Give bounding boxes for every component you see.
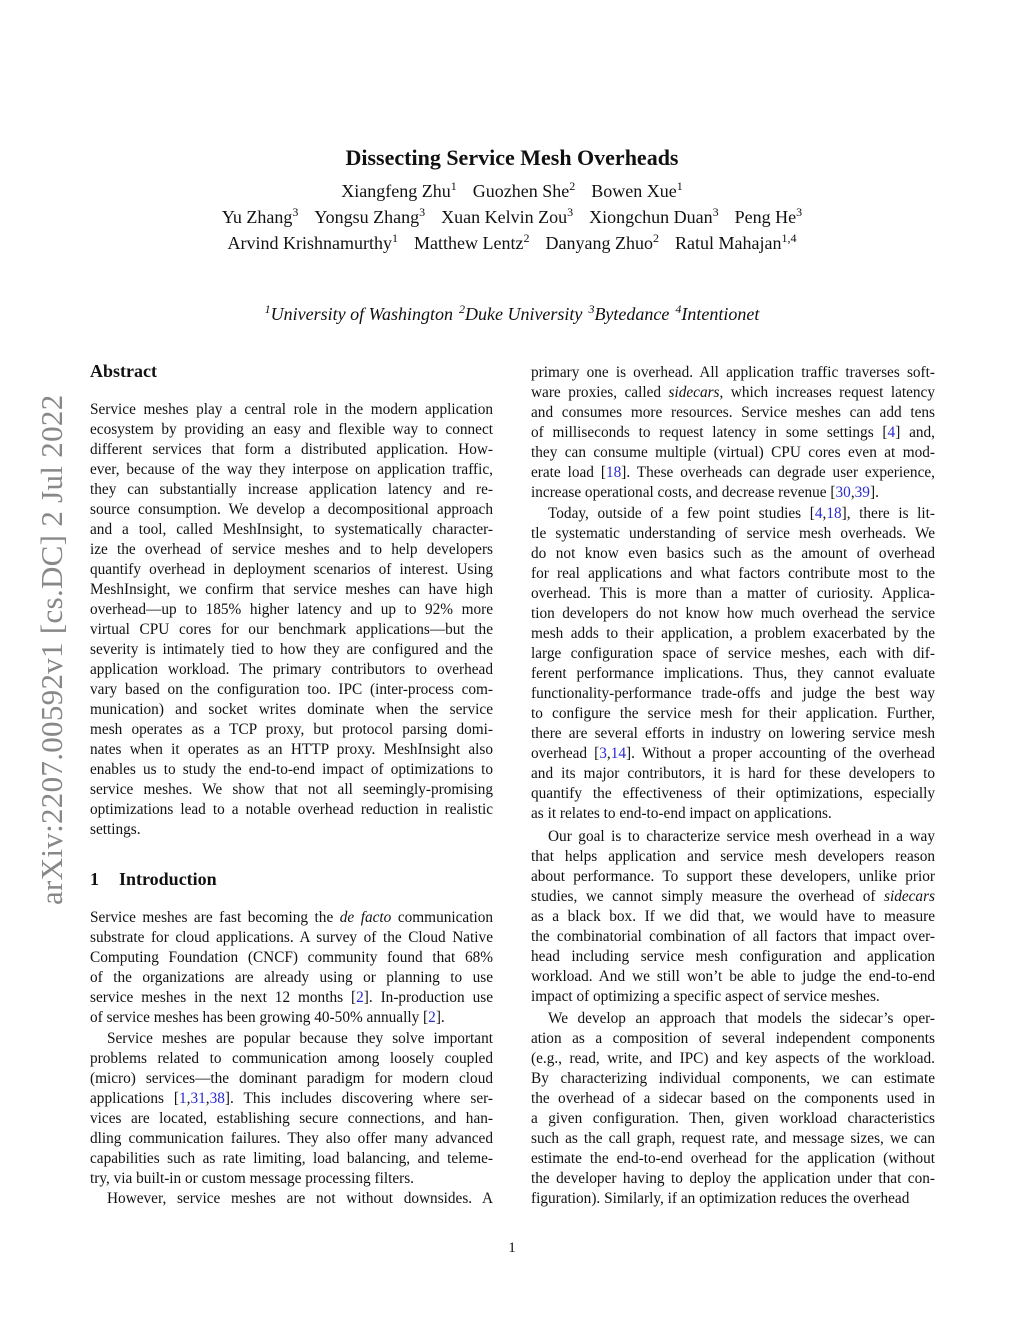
author-row — [0, 230, 1024, 256]
text-line: Our goal is to characterize service mesh overhead in a way — [548, 828, 935, 845]
text-line: vices are located, establishing secure connections, and han- — [90, 1110, 493, 1127]
text-line: that helps application and service mesh developers reason — [531, 848, 935, 865]
text-line: erate load [18]. These overheads can degrade user experience, — [531, 464, 935, 481]
paragraph — [90, 908, 493, 1028]
author-affiliation-mark: 1 — [676, 179, 683, 193]
text-line: head including service mesh configuration and application — [531, 948, 935, 965]
paragraph — [531, 827, 935, 1007]
author-row — [0, 178, 1024, 204]
paper-title: Dissecting Service Mesh Overheads — [345, 145, 679, 170]
author-list — [0, 178, 1024, 256]
citation-link[interactable]: 30 — [835, 484, 851, 501]
affiliation — [265, 304, 453, 324]
text-line: the overhead of a sidecar based on the components used in — [531, 1090, 935, 1107]
text-line: estimate the end-to-end overhead for the application (without — [531, 1150, 935, 1167]
text-line: do not know even basics such as the amount of overhead — [531, 545, 935, 562]
citation-link[interactable]: 38 — [209, 1090, 225, 1107]
author-affiliation-mark: 1 — [392, 231, 399, 245]
text-line: vary based on the configuration too. IPC (inter-process com- — [90, 681, 493, 698]
text-line: and its major contributors, it is hard for these developers to — [531, 765, 935, 782]
citation-link[interactable]: 18 — [826, 505, 842, 522]
author — [589, 207, 718, 227]
text-line: such as the call graph, request rate, and message sizes, we can — [531, 1130, 935, 1147]
text-line: overhead [3,14]. Without a proper accounting of the overhead — [531, 745, 935, 762]
author — [545, 233, 658, 253]
text-line: increase operational costs, and decrease revenue [30,39]. — [531, 484, 879, 501]
author-affiliation-mark: 2 — [523, 231, 530, 245]
author-affiliation-mark: 2 — [652, 231, 659, 245]
text-line: munication) and socket writes dominate when the service — [90, 701, 493, 718]
text-line: However, service meshes are not without downsides. A — [107, 1190, 493, 1207]
citation-link[interactable]: 18 — [605, 464, 622, 481]
section-title: Introduction — [119, 869, 217, 889]
text-line: tle systematic understanding of service mesh overheads. We — [531, 525, 935, 542]
affiliation — [459, 304, 582, 324]
text-line: quantify the effectiveness of their optimizations, especially — [531, 785, 935, 802]
author-name: Bowen Xue — [591, 181, 677, 201]
paragraph — [90, 400, 493, 840]
text-line: ever, because of the way they interpose on application traffic, — [90, 461, 493, 478]
text-line: ferent performance implications. Thus, they cannot evaluate — [531, 665, 935, 682]
text-line: for real applications and what factors contribute most to the — [531, 565, 935, 582]
section-heading-introduction — [90, 869, 217, 890]
author-name: Danyang Zhuo — [545, 233, 653, 253]
affiliation-name: Intentionet — [681, 304, 760, 324]
paragraph — [531, 363, 935, 503]
text-line: problems related to communication among loosely coupled — [90, 1050, 493, 1067]
author-name: Matthew Lentz — [414, 233, 524, 253]
author-affiliation-mark: 1,4 — [781, 231, 797, 245]
author — [591, 181, 682, 201]
text-line: impact of optimizing a specific aspect of service meshes. — [531, 988, 880, 1005]
author-affiliation-mark: 3 — [292, 205, 299, 219]
abstract-heading: Abstract — [90, 361, 157, 381]
text-line: virtual CPU cores for our benchmark applications—but the — [90, 621, 493, 638]
text-line: We develop an approach that models the sidecar’s oper- — [548, 1010, 935, 1027]
author-name: Yu Zhang — [221, 207, 293, 227]
affiliation — [588, 304, 669, 324]
text-line: applications [1,31,38]. This includes discovering where ser- — [90, 1090, 494, 1107]
author — [228, 233, 398, 253]
author-affiliation-mark: 1 — [450, 179, 457, 193]
affiliation-number: 2 — [458, 302, 465, 316]
text-line: functionality-performance trade-offs and judge the best way — [531, 685, 935, 702]
text-line: Service meshes play a central role in the modern application — [90, 401, 493, 418]
emphasis: sidecars — [884, 888, 935, 905]
text-line: studies, we cannot simply measure the overhead of sidecars — [531, 888, 935, 905]
text-line: mesh adds to their application, a problem exacerbated by the — [531, 625, 935, 642]
text-line: and consumes more resources. Service meshes can add tens — [531, 404, 935, 421]
text-line: workload. And we still won’t be able to judge the end-to-end — [531, 968, 935, 985]
text-line: a given configuration. Then, given workload characteristics — [531, 1110, 935, 1127]
paragraph — [90, 1029, 493, 1189]
text-line: figuration). Similarly, if an optimization reduces the overhead — [531, 1190, 910, 1207]
affiliation — [675, 304, 759, 324]
citation-link[interactable]: 4 — [887, 424, 896, 441]
text-line: dling communication failures. They also offer many advanced — [90, 1130, 493, 1147]
author — [675, 233, 796, 253]
author-affiliation-mark: 3 — [712, 205, 719, 219]
citation-link[interactable]: 31 — [190, 1090, 206, 1107]
author-name: Arvind Krishnamurthy — [227, 233, 393, 253]
author-affiliation-mark: 3 — [567, 205, 574, 219]
text-line: ware proxies, called sidecars, which increases request latency — [531, 384, 935, 401]
author-row — [0, 204, 1024, 230]
text-line: and a tool, called MeshInsight, to systematically character- — [90, 521, 493, 538]
affiliation-name: Bytedance — [594, 304, 670, 324]
citation-link[interactable]: 39 — [854, 484, 870, 501]
text-line: Today, outside of a few point studies [4,18], there is lit- — [548, 505, 935, 522]
text-line: substrate for cloud applications. A survey of the Cloud Native — [90, 929, 493, 946]
text-line: overhead. This is more than a matter of curiosity. Applica- — [531, 585, 935, 602]
text-line: as it relates to end-to-end impact on applications. — [531, 805, 832, 822]
author — [414, 233, 529, 253]
citation-link[interactable]: 4 — [814, 505, 823, 522]
text-line: severity is intimately tied to how they are configured and the — [90, 641, 493, 658]
citation-link[interactable]: 14 — [610, 745, 627, 762]
emphasis: de facto — [339, 909, 392, 926]
paragraph — [531, 504, 935, 824]
text-line: MeshInsight, we confirm that service meshes can have high — [90, 581, 493, 598]
author-affiliation-mark: 3 — [796, 205, 803, 219]
text-line: large configuration space of service meshes, each with dif- — [531, 645, 935, 662]
text-line: enables us to study the end-to-end impact of optimizations to — [90, 761, 493, 778]
citation-link[interactable]: 1 — [179, 1090, 187, 1107]
text-line: Service meshes are popular because they solve important — [107, 1030, 493, 1047]
arxiv-identifier-stamp: arXiv:2207.00592v1 [cs.DC] 2 Jul 2022 — [34, 394, 69, 906]
author-name: Ratul Mahajan — [674, 233, 782, 253]
paragraph — [531, 1009, 935, 1209]
affiliation-name: University of Washington — [270, 304, 453, 324]
text-line: source consumption. We develop a decompositional approach — [90, 501, 493, 518]
author-affiliation-mark: 3 — [419, 205, 426, 219]
text-line: Service meshes are fast becoming the de facto communication — [90, 909, 493, 926]
citation-link[interactable]: 2 — [356, 989, 364, 1006]
text-line: there are several efforts in industry on lowering service mesh — [531, 725, 935, 742]
text-line: the combinatorial combination of all factors that impact over- — [531, 928, 935, 945]
author — [441, 207, 573, 227]
author — [314, 207, 425, 227]
author-name: Xiongchun Duan — [589, 207, 713, 227]
section-number: 1 — [90, 869, 99, 889]
text-line: By characterizing individual components, we can estimate — [531, 1070, 935, 1087]
text-line: quantify overhead in deployment scenarios of interest. Using — [90, 561, 493, 578]
text-line: they can consume multiple (virtual) CPU cores even at mod- — [531, 444, 935, 461]
author-name: Xiangfeng Zhu — [341, 181, 451, 201]
text-line: (micro) services—the dominant paradigm for modern cloud — [90, 1070, 493, 1087]
author — [222, 207, 299, 227]
text-line: primary one is overhead. All application traffic traverses soft- — [531, 364, 935, 381]
affiliation-number: 3 — [588, 302, 595, 316]
text-line: of service meshes has been growing 40-50% annually [2]. — [90, 1009, 445, 1026]
text-line: (e.g., read, write, and IPC) and key aspects of the workload. — [531, 1050, 935, 1067]
text-line: about performance. To support these developers, unlike prior — [531, 868, 935, 885]
paragraph — [90, 1189, 493, 1209]
text-line: ecosystem by providing an easy and flexible way to connect — [90, 421, 493, 438]
page-number: 1 — [508, 1240, 516, 1256]
text-line: capabilities such as rate limiting, load balancing, and teleme- — [90, 1150, 493, 1167]
emphasis: sidecars — [668, 384, 720, 401]
citation-link[interactable]: 3 — [599, 745, 607, 762]
text-line: the developer having to deploy the application under that con- — [531, 1170, 935, 1187]
citation-link[interactable]: 2 — [428, 1009, 436, 1026]
author — [341, 181, 456, 201]
affiliations — [0, 304, 1024, 325]
text-line: mesh operates as a TCP proxy, but protocol parsing domi- — [90, 721, 493, 738]
affiliation-name: Duke University — [464, 304, 583, 324]
text-line: different services that form a distributed application. How- — [90, 441, 493, 458]
author — [473, 181, 575, 201]
text-line: service meshes in the next 12 months [2]. In-production use — [90, 989, 493, 1006]
author — [735, 207, 803, 227]
text-line: overhead—up to 185% higher latency and up to 92% more — [90, 601, 493, 618]
author-name: Peng He — [734, 207, 797, 227]
author-name: Yongsu Zhang — [314, 207, 420, 227]
text-line: optimizations lead to a notable overhead reduction in realistic — [90, 801, 493, 818]
text-line: of the organizations are already using or planning to use — [90, 969, 493, 986]
affiliation-number: 1 — [264, 302, 271, 316]
text-line: nates when it operates as an HTTP proxy. MeshInsight also — [90, 741, 493, 758]
author-affiliation-mark: 2 — [569, 179, 576, 193]
text-line: of milliseconds to request latency in some settings [4] and, — [531, 424, 935, 441]
text-line: to configure the service mesh for their application. Further, — [531, 705, 935, 722]
text-line: try, via built-in or custom message processing filters. — [90, 1170, 414, 1187]
author-name: Xuan Kelvin Zou — [441, 207, 568, 227]
text-line: service meshes. We show that not all seemingly-promising — [90, 781, 493, 798]
text-line: ize the overhead of service meshes and to help developers — [90, 541, 493, 558]
text-line: settings. — [90, 821, 141, 838]
text-line: application workload. The primary contributors to overhead — [90, 661, 493, 678]
text-line: as a black box. If we did that, we would have to measure — [531, 908, 935, 925]
affiliation-number: 4 — [675, 302, 682, 316]
text-line: they can substantially increase application latency and re- — [90, 481, 493, 498]
text-line: ation as a composition of several independent components — [531, 1030, 935, 1047]
author-name: Guozhen She — [472, 181, 570, 201]
text-line: tion developers do not know how much overhead the service — [531, 605, 935, 622]
text-line: Computing Foundation (CNCF) community found that 68% — [90, 949, 493, 966]
